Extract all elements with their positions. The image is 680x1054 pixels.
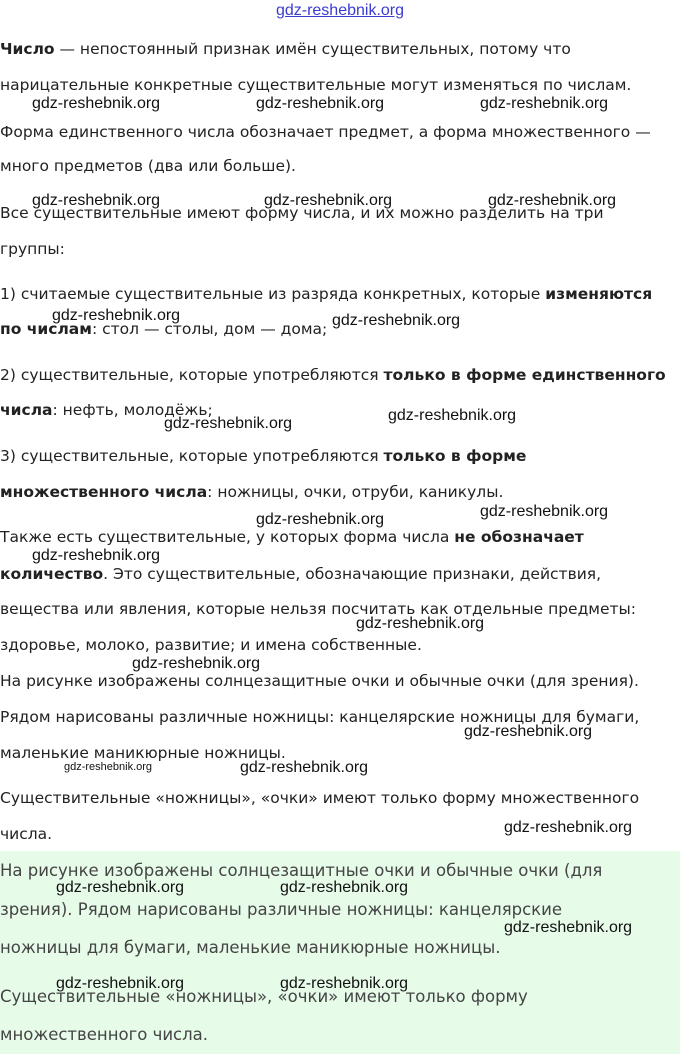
text-line: На рисунке изображены солнцезащитные очки и обычные очки (для зрения). xyxy=(0,672,639,690)
watermark: gdz-reshebnik.org xyxy=(32,95,161,112)
text-line xyxy=(0,366,676,385)
text-line: группы: xyxy=(0,240,65,258)
watermark: gdz-reshebnik.org xyxy=(132,655,261,672)
watermark: gdz-reshebnik.org xyxy=(388,407,517,424)
text-line: маленькие маникюрные ножницы. xyxy=(0,744,286,762)
text-line: вещества или явления, которые нельзя посчитать как отдельные предметы: xyxy=(0,600,637,618)
watermark: gdz-reshebnik.org xyxy=(164,415,293,432)
text-line xyxy=(0,447,676,466)
bold-span: множественного числа xyxy=(0,483,208,501)
text-line: нарицательные конкретные существительные могут изменяться по числам. xyxy=(0,76,632,94)
text-span: : ножницы, очки, отруби, каникулы. xyxy=(207,483,504,501)
watermark: gdz-reshebnik.org xyxy=(240,759,369,776)
watermark: gdz-reshebnik.org xyxy=(480,503,609,520)
text-line xyxy=(0,565,676,584)
bold-span: количество xyxy=(0,565,104,583)
watermark: gdz-reshebnik.org xyxy=(56,975,185,992)
text-line xyxy=(0,528,676,547)
bold-span: числа xyxy=(0,401,53,419)
text-span: : стол — столы, дом — дома; xyxy=(91,320,328,338)
watermark: gdz-reshebnik.org xyxy=(280,879,409,896)
answer-line: множественного числа. xyxy=(0,1025,209,1044)
watermark: gdz-reshebnik.org xyxy=(504,919,633,936)
text-line: здоровье, молоко, развитие; и имена собственные. xyxy=(0,636,422,654)
watermark: gdz-reshebnik.org xyxy=(256,511,385,528)
site-link[interactable]: gdz-reshebnik.org xyxy=(275,2,405,19)
watermark: gdz-reshebnik.org xyxy=(504,819,633,836)
text-line: Существительные «ножницы», «очки» имеют только форму множественного xyxy=(0,789,640,807)
bold-span: только в форме единственного xyxy=(383,366,666,384)
watermark: gdz-reshebnik.org xyxy=(356,615,485,632)
text-line xyxy=(0,285,676,304)
text-span: 2) существительные, которые употребляются xyxy=(0,366,384,384)
watermark: gdz-reshebnik.org xyxy=(280,975,409,992)
watermark: gdz-reshebnik.org xyxy=(480,95,609,112)
text-span: 3) существительные, которые употребляются xyxy=(0,447,384,465)
watermark: gdz-reshebnik.org xyxy=(256,95,385,112)
text-span: . Это существительные, обозначающие признаки, действия, xyxy=(103,565,602,583)
bold-span: по числам xyxy=(0,320,92,338)
answer-line: зрения). Рядом нарисованы различные ножницы: канцелярские xyxy=(0,900,563,919)
watermark: gdz-reshebnik.org xyxy=(464,723,593,740)
text-span: Также есть существительные, у которых форма числа xyxy=(0,528,455,546)
text-line: Форма единственного числа обозначает предмет, а форма множественного — xyxy=(0,123,651,141)
watermark: gdz-reshebnik.org xyxy=(264,192,393,209)
watermark: gdz-reshebnik.org xyxy=(56,879,185,896)
text-line: Все существительные имеют форму числа, и их можно разделить на три xyxy=(0,204,604,222)
text-line xyxy=(0,483,676,502)
watermark: gdz-reshebnik.org xyxy=(64,761,153,773)
bold-span: изменяются xyxy=(545,285,653,303)
watermark: gdz-reshebnik.org xyxy=(32,547,161,564)
text-span: : нефть, молодёжь; xyxy=(52,401,213,419)
watermark: gdz-reshebnik.org xyxy=(488,192,617,209)
text-span: 1) считаемые существительные из разряда конкретных, которые xyxy=(0,285,546,303)
text-line xyxy=(0,40,676,59)
text-span: — непостоянный признак имён существительных, потому что xyxy=(54,40,571,58)
answer-line: На рисунке изображены солнцезащитные очки и обычные очки (для xyxy=(0,861,603,880)
bold-span: не обозначает xyxy=(454,528,584,546)
text-line: числа. xyxy=(0,825,53,843)
answer-line: ножницы для бумаги, маленькие маникюрные ножницы. xyxy=(0,938,501,957)
answer-line: Существительные «ножницы», «очки» имеют только форму xyxy=(0,987,528,1006)
text-line: много предметов (два или больше). xyxy=(0,157,296,175)
term-bold: Число xyxy=(0,40,55,58)
watermark: gdz-reshebnik.org xyxy=(32,192,161,209)
text-line xyxy=(0,401,676,420)
bold-span: только в форме xyxy=(383,447,527,465)
watermark: gdz-reshebnik.org xyxy=(332,312,461,329)
text-line: Рядом нарисованы различные ножницы: канцелярские ножницы для бумаги, xyxy=(0,708,640,726)
watermark: gdz-reshebnik.org xyxy=(52,307,181,324)
